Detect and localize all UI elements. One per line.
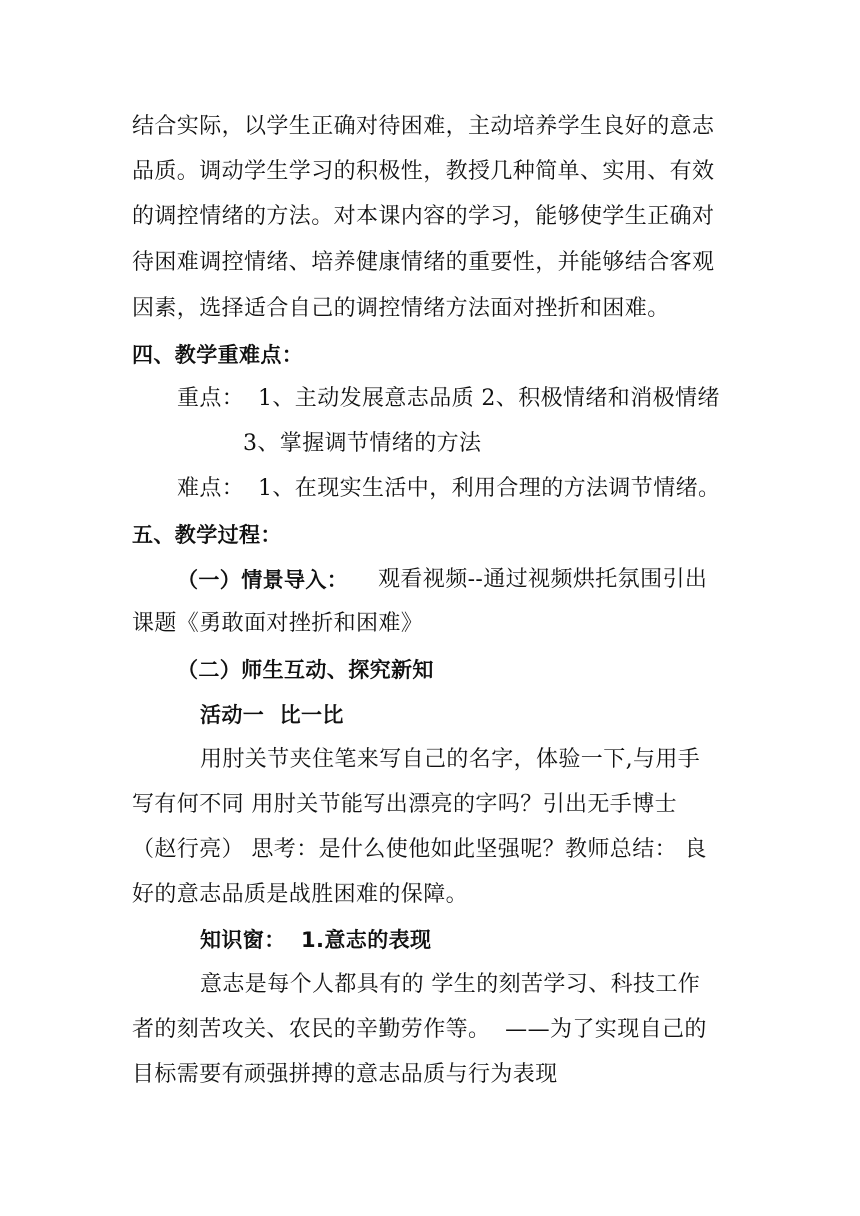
step1-text: 观看视频--通过视频烘托氛围引出 (378, 567, 708, 592)
activity1-line-1: 用肘关节夹住笔来写自己的名字，体验一下,与用手 (200, 747, 701, 772)
activity1-line-4: 好的意志品质是战胜困难的保障。 (132, 882, 469, 907)
activity1-line-3: （赵行亮） 思考：是什么使他如此坚强呢？教师总结： 良 (132, 837, 707, 862)
difficulty-label: 难点： (177, 476, 245, 501)
activity1-line-2: 写有何不同 用肘关节能写出漂亮的字吗？引出无手博士 (132, 792, 677, 817)
key-points-label: 重点： (177, 386, 245, 411)
intro-line-2: 品质。调动学生学习的积极性，教授几种简单、实用、有效 (132, 159, 715, 184)
knowledge-line-3: 目标需要有顽强拼搏的意志品质与行为表现 (132, 1062, 558, 1087)
intro-line-4: 待困难调控情绪、培养健康情绪的重要性，并能够结合客观 (132, 250, 715, 275)
step1-label: （一）情景导入： (177, 568, 349, 592)
intro-line-3: 的调控情绪的方法。对本课内容的学习，能够使学生正确对 (132, 204, 715, 229)
difficulty-text: 1、在现实生活中，利用合理的方法调节情绪。 (258, 476, 721, 501)
key-points-line-1: 1、主动发展意志品质 2、积极情绪和消极情绪 (258, 386, 720, 411)
section-heading-4: 四、教学重难点： (132, 343, 304, 367)
knowledge-window-title: 知识窗： 1.意志的表现 (200, 928, 432, 952)
section-heading-5: 五、教学过程： (132, 523, 282, 547)
activity1-title: 活动一 比一比 (200, 703, 344, 727)
intro-line-5: 因素，选择适合自己的调控情绪方法面对挫折和困难。 (132, 296, 670, 321)
step2-label: （二）师生互动、探究新知 (177, 658, 434, 682)
intro-line-1: 结合实际，以学生正确对待困难，主动培养学生良好的意志 (132, 114, 715, 139)
step1-continuation: 课题《勇敢面对挫折和困难》 (132, 611, 424, 636)
key-points-line-2: 3、掌握调节情绪的方法 (243, 431, 482, 456)
knowledge-line-2: 者的刻苦攻关、农民的辛勤劳作等。 ——为了实现自己的 (132, 1017, 707, 1042)
knowledge-line-1: 意志是每个人都具有的 学生的刻苦学习、科技工作 (200, 972, 701, 997)
